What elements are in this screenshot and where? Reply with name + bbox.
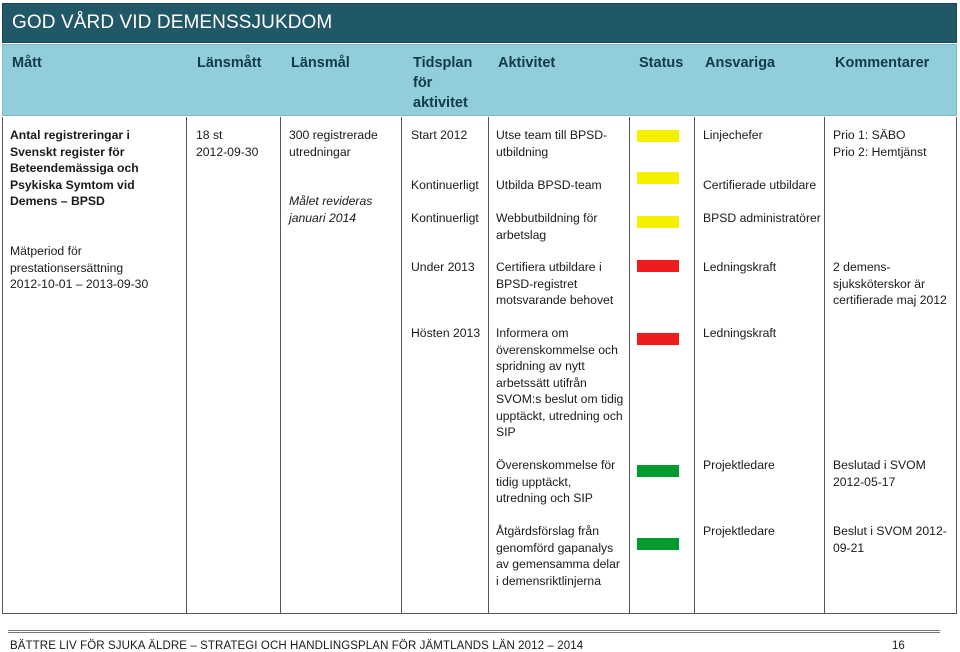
tidsplan-cell: Under 2013	[411, 260, 475, 274]
status-indicator-red	[637, 260, 679, 272]
aktivitet-cell: Utbilda BPSD-team	[496, 178, 602, 192]
kommentar-cell	[833, 457, 926, 490]
aktivitet-line: överenskommelse och	[496, 342, 618, 357]
aktivitet-cell	[496, 457, 615, 507]
header-matt: Mått	[12, 55, 42, 71]
status-indicator-yellow	[637, 130, 679, 142]
kommentar-line: Prio 1: SÄBO	[833, 128, 906, 142]
ansvariga-cell: Ledningskraft	[703, 326, 777, 340]
page-number: 16	[892, 640, 905, 652]
kommentar-cell	[833, 127, 926, 160]
aktivitet-line: arbetslag	[496, 227, 547, 242]
matt-description	[10, 127, 139, 210]
aktivitet-line: upptäckt, utredning och	[496, 408, 623, 423]
ansvariga-cell: Ledningskraft	[703, 260, 777, 274]
tidsplan-cell: Kontinuerligt	[411, 178, 479, 192]
aktivitet-line: tidig upptäckt,	[496, 474, 572, 489]
lansmal-note-line: januari 2014	[289, 210, 357, 225]
aktivitet-cell	[496, 210, 597, 243]
aktivitet-line: utbildning	[496, 144, 549, 159]
aktivitet-cell	[496, 259, 613, 309]
period-line: Mätperiod för	[10, 244, 82, 258]
column-divider	[488, 117, 489, 613]
matt-line: Psykiska Symtom vid	[10, 177, 135, 192]
table-header-row	[2, 44, 957, 116]
ansvariga-cell: Certifierade utbildare	[703, 178, 817, 192]
tidsplan-cell: Hösten 2013	[411, 326, 481, 340]
aktivitet-line: SIP	[496, 425, 516, 439]
matt-line: Demens – BPSD	[10, 194, 105, 208]
footer-rule	[8, 630, 940, 631]
tidsplan-cell: Start 2012	[411, 128, 468, 142]
status-indicator-green	[637, 465, 679, 477]
aktivitet-line: utredning och SIP	[496, 491, 593, 505]
aktivitet-line: Överenskommelse för	[496, 458, 616, 472]
header-ansvariga: Ansvariga	[705, 55, 776, 71]
aktivitet-line: arbetssätt utifrån	[496, 375, 587, 390]
lansmatt-line: 18 st	[196, 128, 223, 142]
lansmal-line: utredningar	[289, 144, 351, 159]
aktivitet-line: Utse team till BPSD-	[496, 128, 608, 142]
ansvariga-cell: Projektledare	[703, 458, 775, 472]
status-indicator-yellow	[637, 172, 679, 184]
column-divider	[629, 117, 630, 613]
aktivitet-line: i demensriktlinjerna	[496, 573, 601, 588]
header-aktivitet: Aktivitet	[498, 55, 556, 71]
matt-line: Beteendemässiga och	[10, 161, 139, 175]
page-title-bar	[2, 3, 957, 43]
kommentar-line: Prio 2: Hemtjänst	[833, 144, 927, 159]
lansmatt-line: 2012-09-30	[196, 144, 259, 159]
kommentar-line: sjuksköterskor är	[833, 276, 926, 291]
status-indicator-red	[637, 333, 679, 345]
aktivitet-line: motsvarande behovet	[496, 293, 614, 307]
period-line: 2012-10-01 – 2013-09-30	[10, 277, 149, 291]
aktivitet-line: spridning av nytt	[496, 359, 585, 373]
aktivitet-line: av gemensamma delar	[496, 557, 620, 571]
aktivitet-cell	[496, 325, 623, 441]
lansmal-line: 300 registrerade	[289, 128, 378, 142]
aktivitet-line: BPSD-registret	[496, 276, 578, 291]
kommentar-line: certifierade maj 2012	[833, 293, 947, 307]
status-indicator-yellow	[637, 216, 679, 228]
column-divider	[401, 117, 402, 613]
kommentar-line: 09-21	[833, 540, 865, 555]
header-tidsplan-line: för	[413, 75, 433, 91]
kommentar-line: Beslutad i SVOM	[833, 458, 926, 472]
ansvariga-cell: Projektledare	[703, 524, 775, 538]
lansmal-value	[289, 127, 378, 160]
kommentar-cell	[833, 523, 947, 556]
kommentar-line: 2012-05-17	[833, 474, 896, 489]
tidsplan-cell: Kontinuerligt	[411, 211, 479, 225]
aktivitet-cell	[496, 127, 607, 160]
header-lansmal: Länsmål	[291, 55, 350, 71]
period-line: prestationsersättning	[10, 260, 124, 275]
aktivitet-line: Webbutbildning för	[496, 211, 598, 225]
page-title: GOD VÅRD VID DEMENSSJUKDOM	[12, 12, 333, 33]
ansvariga-cell: BPSD administratörer	[703, 211, 821, 225]
status-indicator-green	[637, 538, 679, 550]
column-divider	[186, 117, 187, 613]
lansmal-note-line: Målet revideras	[289, 194, 373, 208]
footer-rule	[8, 632, 940, 633]
matt-line: Antal registreringar i	[10, 128, 130, 142]
aktivitet-line: Certifiera utbildare i	[496, 260, 602, 274]
column-divider	[824, 117, 825, 613]
aktivitet-cell	[496, 523, 620, 589]
aktivitet-line: SVOM:s beslut om tidig	[496, 392, 624, 406]
kommentar-line: Beslut i SVOM 2012-	[833, 524, 947, 538]
aktivitet-line: Informera om	[496, 326, 569, 340]
header-tidsplan-line: aktivitet	[413, 95, 468, 111]
matt-period	[10, 243, 148, 293]
ansvariga-cell: Linjechefer	[703, 128, 763, 142]
header-status: Status	[639, 55, 684, 71]
header-tidsplan-line: Tidsplan	[413, 55, 473, 71]
lansmal-note	[289, 193, 372, 226]
header-tidsplan	[413, 53, 472, 113]
column-divider	[280, 117, 281, 613]
header-kommentarer: Kommentarer	[835, 55, 930, 71]
column-divider	[694, 117, 695, 613]
matt-line: Svenskt register för	[10, 144, 125, 159]
aktivitet-line: genomförd gapanalys	[496, 540, 614, 555]
lansmatt-value	[196, 127, 258, 160]
header-lansmatt: Länsmått	[197, 55, 262, 71]
kommentar-cell	[833, 259, 947, 309]
kommentar-line: 2 demens-	[833, 260, 891, 274]
aktivitet-line: Åtgärdsförslag från	[496, 524, 599, 538]
footer-text: BÄTTRE LIV FÖR SJUKA ÄLDRE – STRATEGI OCH HANDLINGSPLAN FÖR JÄMTLANDS LÄN 2012 – 2014	[10, 640, 584, 652]
